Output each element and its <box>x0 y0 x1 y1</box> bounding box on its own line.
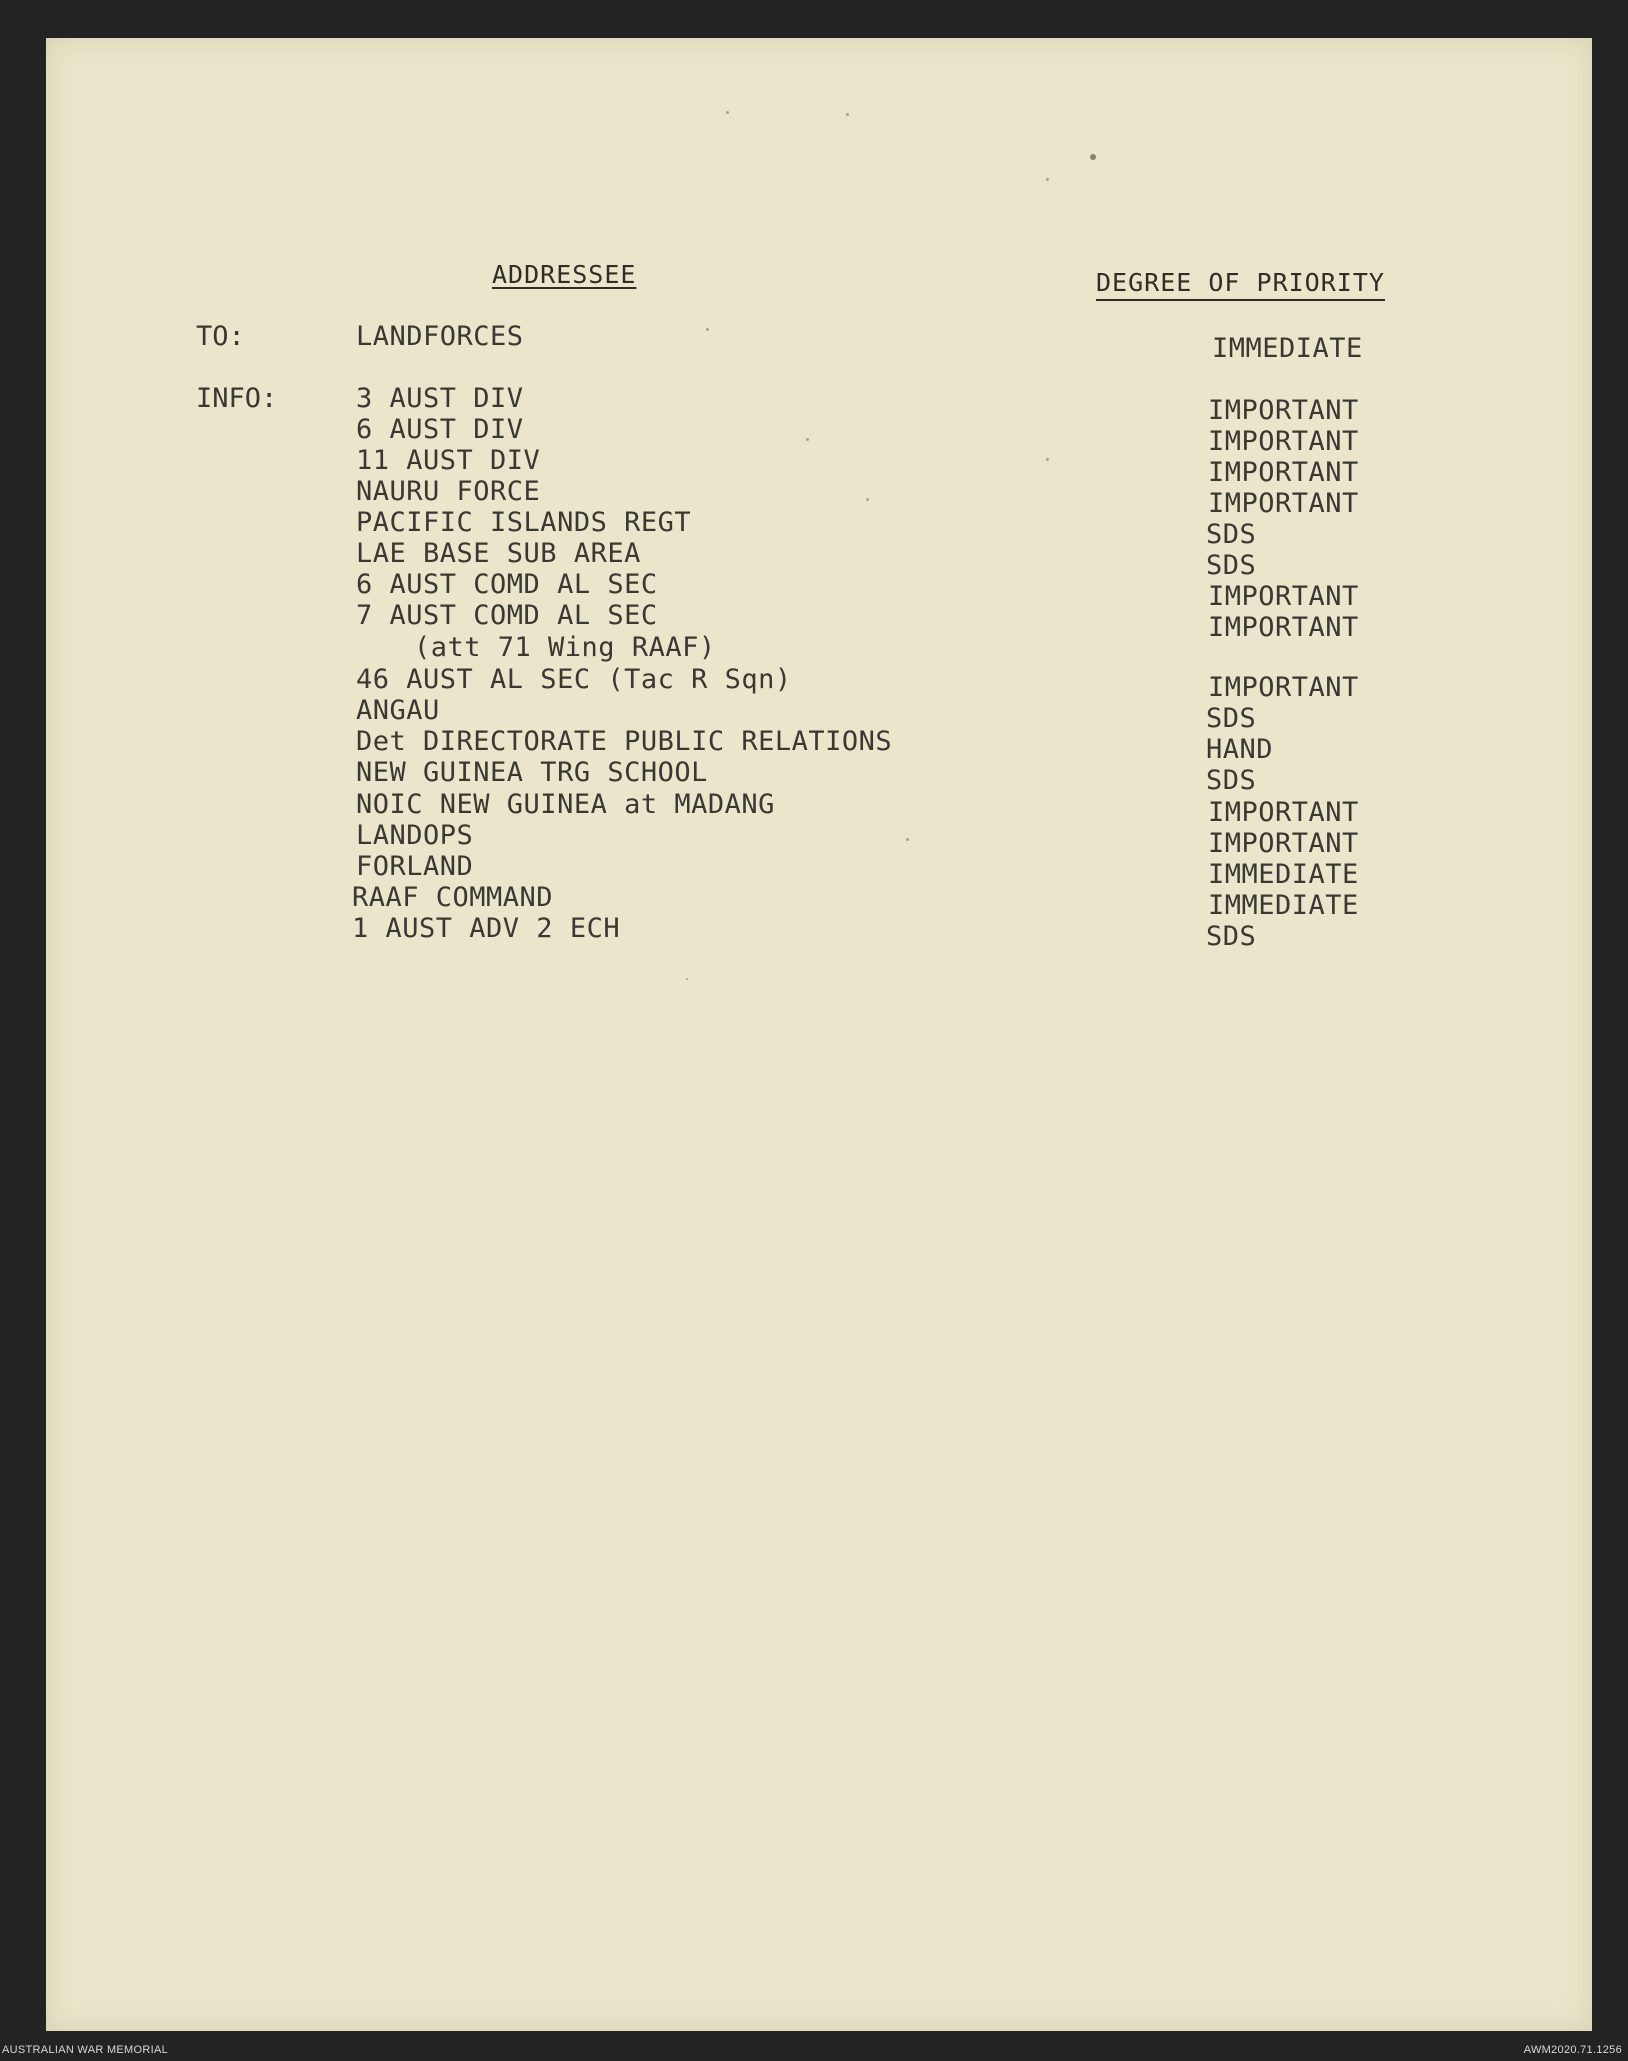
info-priority: SDS <box>1206 921 1257 952</box>
info-addressee: LANDOPS <box>356 820 474 851</box>
info-priority: SDS <box>1206 703 1257 734</box>
info-addressee: 46 AUST AL SEC (Tac R Sqn) <box>356 664 792 695</box>
ink-mark <box>1090 154 1096 160</box>
ink-speck <box>1046 458 1049 461</box>
info-addressee: RAAF COMMAND <box>352 882 554 913</box>
ink-speck <box>706 328 709 331</box>
archive-credit: AUSTRALIAN WAR MEMORIAL <box>2 2044 169 2056</box>
info-priority: IMPORTANT <box>1208 828 1359 859</box>
info-priority: SDS <box>1206 765 1257 796</box>
addressee-heading: ADDRESSEE <box>492 260 637 289</box>
info-priority: SDS <box>1206 550 1257 581</box>
info-addressee: NEW GUINEA TRG SCHOOL <box>356 757 708 788</box>
archive-reference: AWM2020.71.1256 <box>1523 2044 1622 2056</box>
info-label: INFO: <box>196 383 278 414</box>
info-priority: IMPORTANT <box>1208 457 1359 488</box>
info-addressee: 7 AUST COMD AL SEC <box>356 600 658 631</box>
info-addressee: 6 AUST DIV <box>356 414 524 445</box>
ink-speck <box>906 838 909 841</box>
info-priority: IMPORTANT <box>1208 612 1359 643</box>
ink-speck <box>866 498 869 501</box>
info-priority: IMMEDIATE <box>1208 890 1359 921</box>
info-addressee: NAURU FORCE <box>356 476 541 507</box>
info-priority: IMMEDIATE <box>1208 859 1359 890</box>
to-priority: IMMEDIATE <box>1212 333 1363 364</box>
info-priority: IMPORTANT <box>1208 797 1359 828</box>
info-addressee: ANGAU <box>356 695 440 726</box>
info-addressee: NOIC NEW GUINEA at MADANG <box>356 789 775 820</box>
info-addressee: 3 AUST DIV <box>356 383 524 414</box>
ink-speck <box>846 113 849 116</box>
info-addressee: LAE BASE SUB AREA <box>356 538 641 569</box>
document-page <box>46 38 1592 2031</box>
info-addressee: Det DIRECTORATE PUBLIC RELATIONS <box>356 726 893 757</box>
info-addressee: 6 AUST COMD AL SEC <box>356 569 658 600</box>
info-addressee: 1 AUST ADV 2 ECH <box>352 913 621 944</box>
to-addressee: LANDFORCES <box>356 321 524 352</box>
info-priority: IMPORTANT <box>1208 488 1359 519</box>
ink-speck <box>1046 178 1049 181</box>
info-priority: IMPORTANT <box>1208 672 1359 703</box>
info-addressee: FORLAND <box>356 851 474 882</box>
ink-speck <box>686 978 688 980</box>
info-addressee: PACIFIC ISLANDS REGT <box>356 507 692 538</box>
priority-heading: DEGREE OF PRIORITY <box>1096 268 1385 301</box>
info-addressee: 11 AUST DIV <box>356 445 541 476</box>
info-priority: IMPORTANT <box>1208 395 1359 426</box>
to-label: TO: <box>196 321 245 352</box>
info-priority: IMPORTANT <box>1208 426 1359 457</box>
info-priority: IMPORTANT <box>1208 581 1359 612</box>
info-priority: HAND <box>1206 734 1274 765</box>
info-addressee-note: (att 71 Wing RAAF) <box>414 632 716 663</box>
info-priority: SDS <box>1206 519 1257 550</box>
ink-speck <box>806 438 809 441</box>
ink-speck <box>726 111 729 114</box>
